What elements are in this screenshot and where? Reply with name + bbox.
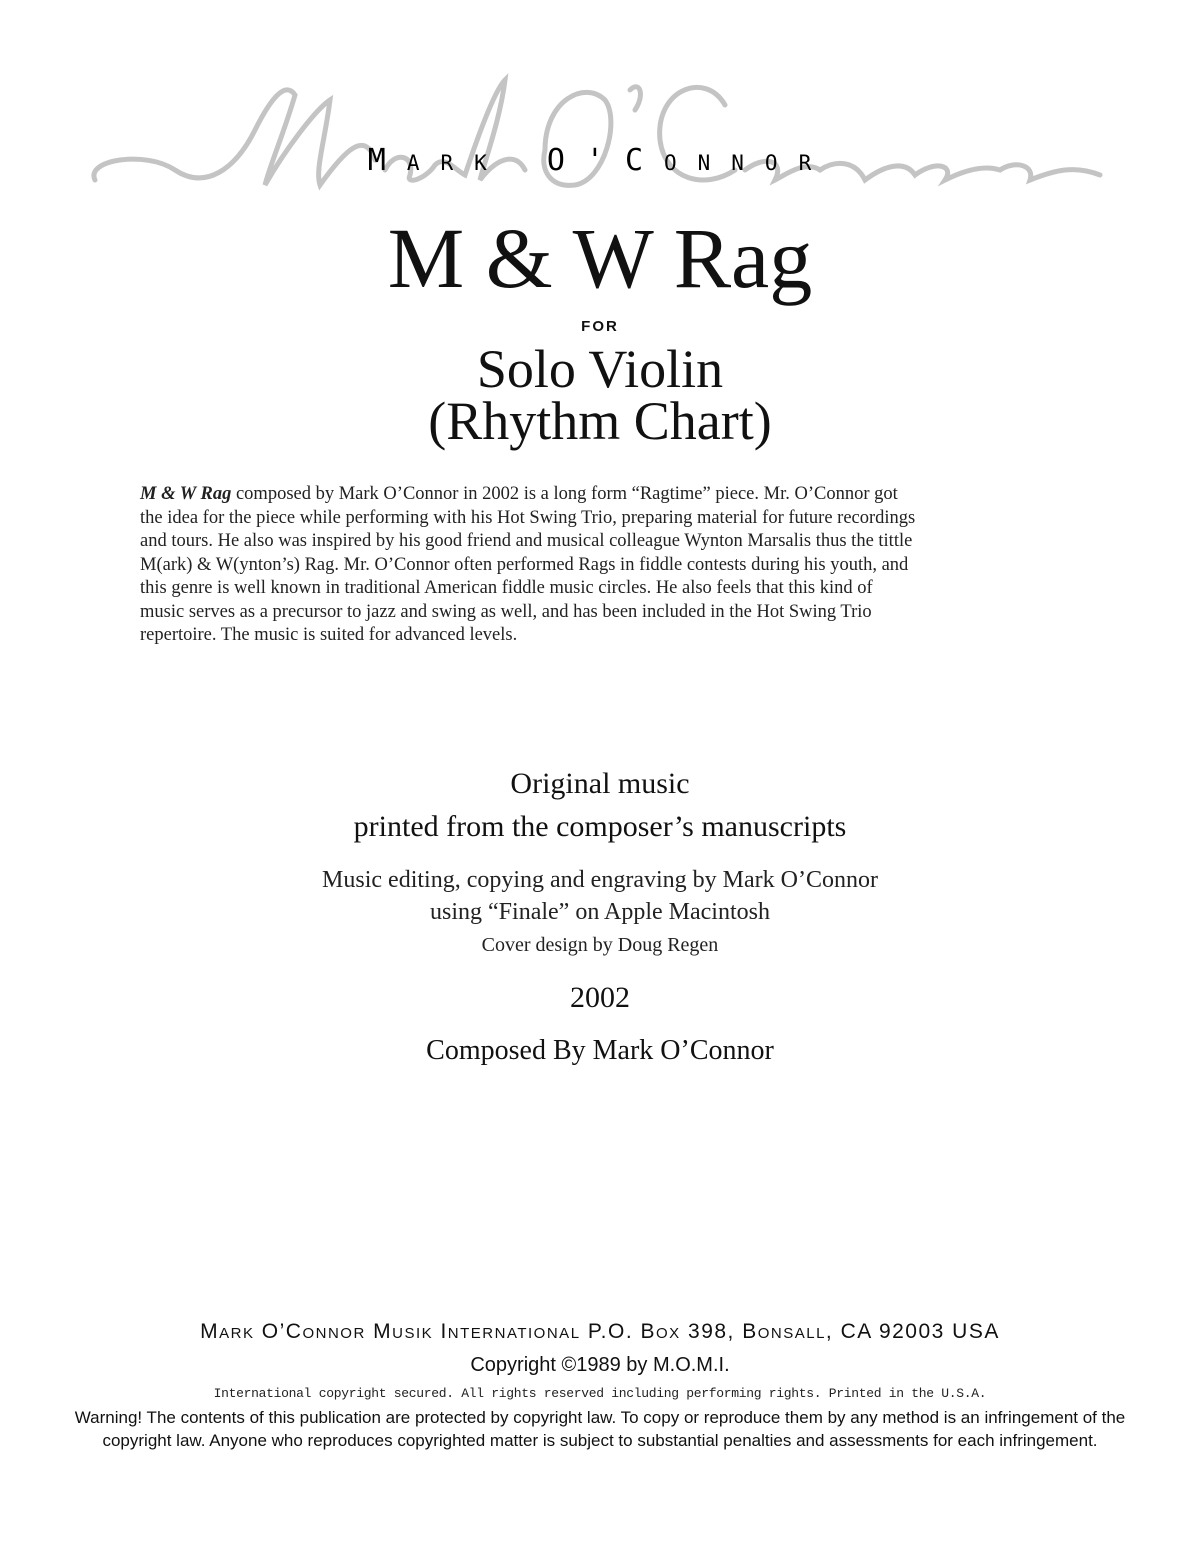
page-title: M & W Rag (387, 210, 813, 306)
rights-notice: International copyright secured. All rights reserved including performing rights. Printed in the U.S.A. (213, 1386, 987, 1401)
signature-logo (85, 70, 1105, 210)
composer-name: Mark O'Connor (367, 143, 833, 178)
description-line (140, 483, 1080, 507)
description-line: the idea for the piece while performing with his Hot Swing Trio, preparing material for future recordings (140, 507, 916, 528)
description-line: and tours. He also was inspired by his good friend and musical colleague Wynton Marsalis thus the tittle (140, 531, 913, 551)
description-line: this genre is well known in traditional American fiddle music circles. He also feels that this kind of (140, 578, 873, 598)
instrument-line-2: (Rhythm Chart) (428, 391, 772, 451)
copyright-warning: Warning! The contents of this publication are protected by copyright law. To copy or reproduce them by any method is an infringement of the copyright law. Anyone who reproduces copyrighted matter is subject to substantial penalties and assessments for each infringement. (74, 1408, 1126, 1450)
description-line: music serves as a precursor to jazz and swing as well, and has been included in the Hot Swing Trio (140, 601, 872, 622)
description-line: repertoire. The music is suited for advanced levels. (140, 625, 518, 645)
printed-from: printed from the composer’s manuscripts (353, 810, 847, 843)
description-title: M & W Rag (140, 484, 232, 504)
cover-credit: Cover design by Doug Regen (481, 934, 719, 956)
description-line: M(ark) & W(ynton’s) Rag. Mr. O’Connor often performed Rags in fiddle contests during his youth, and (140, 554, 909, 575)
editing-credit: Music editing, copying and engraving by Mark O’Connor (322, 867, 878, 893)
year: 2002 (570, 981, 630, 1014)
copyright: Copyright ©1989 by M.O.M.I. (470, 1354, 730, 1376)
publisher-address: Mark O’Connor Musik International P.O. Box 398, Bonsall, CA 92003 USA (200, 1320, 1000, 1343)
software-credit: using “Finale” on Apple Macintosh (430, 899, 770, 925)
description-paragraph (140, 483, 1080, 648)
composed-by: Composed By Mark O’Connor (426, 1035, 774, 1066)
description-text: composed by Mark O’Connor in 2002 is a long form “Ragtime” piece. Mr. O’Connor got (231, 484, 898, 504)
original-music: Original music (510, 767, 690, 800)
for-label: FOR (581, 318, 619, 335)
instrument-line-1: Solo Violin (476, 339, 724, 399)
